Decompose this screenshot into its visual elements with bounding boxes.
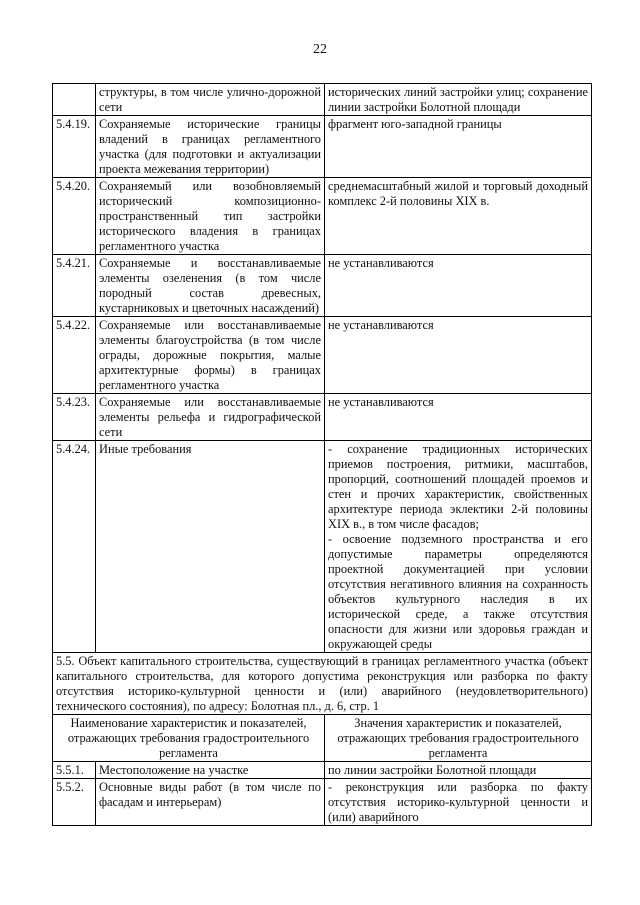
regulation-table	[52, 83, 592, 826]
row-number: 5.5.1.	[53, 762, 96, 779]
row-number: 5.5.2.	[53, 779, 96, 826]
characteristic-value: фрагмент юго-западной границы	[325, 116, 592, 178]
table-row	[53, 255, 592, 317]
characteristic-value: не устанавливаются	[325, 394, 592, 441]
characteristic-name: Сохраняемые или восстанавливаемые элементы благоустройства (в том числе ограды, дорожные покрытия, малые архитектурные формы) в границах регламентного участка	[96, 317, 325, 394]
characteristic-name: Сохраняемые исторические границы владений в границах регламентного участка (для подготовки и актуализации проекта межевания территории)	[96, 116, 325, 178]
row-number: 5.4.20.	[53, 178, 96, 255]
characteristic-name: Основные виды работ (в том числе по фасадам и интерьерам)	[96, 779, 325, 826]
header-right: Значения характеристик и показателей, отражающих требования градостроительного регламента	[325, 715, 592, 762]
table-row	[53, 779, 592, 826]
requirement-item: - освоение подземного пространства и его допустимые параметры определяются проектной документацией при условии отсутствия негативного влияния на сохранность объектов культурного наследия в их исторической среде, а также отсутствия опасности для жизни или здоровья граждан и окружающей среды	[328, 532, 588, 651]
table-row	[53, 84, 592, 116]
row-number: 5.4.21.	[53, 255, 96, 317]
characteristic-value	[325, 441, 592, 653]
characteristic-name: Иные требования	[96, 441, 325, 653]
table-row	[53, 762, 592, 779]
characteristic-name: структуры, в том числе улично-дорожной сети	[96, 84, 325, 116]
row-number: 5.4.19.	[53, 116, 96, 178]
row-number: 5.4.23.	[53, 394, 96, 441]
table-row	[53, 317, 592, 394]
characteristic-value: по линии застройки Болотной площади	[325, 762, 592, 779]
section-heading-row	[53, 653, 592, 715]
characteristic-name: Сохраняемые и восстанавливаемые элементы озеленения (в том числе породный состав древесных, кустарниковых и цветочных насаждений)	[96, 255, 325, 317]
characteristic-name: Сохраняемые или восстанавливаемые элементы рельефа и гидрографической сети	[96, 394, 325, 441]
table-row	[53, 441, 592, 653]
row-number	[53, 84, 96, 116]
characteristic-value: среднемасштабный жилой и торговый доходный комплекс 2-й половины XIX в.	[325, 178, 592, 255]
characteristic-value: не устанавливаются	[325, 255, 592, 317]
characteristic-value: исторических линий застройки улиц; сохранение линии застройки Болотной площади	[325, 84, 592, 116]
header-left: Наименование характеристик и показателей, отражающих требования градостроительного регламента	[53, 715, 325, 762]
table-header-row	[53, 715, 592, 762]
characteristic-name: Сохраняемый или возобновляемый исторический композиционно-пространственный тип застройки исторического владения в границах регламентного участка	[96, 178, 325, 255]
table-row	[53, 394, 592, 441]
characteristic-value: не устанавливаются	[325, 317, 592, 394]
characteristic-value: - реконструкция или разборка по факту отсутствия историко-культурной ценности и (или) аварийного	[325, 779, 592, 826]
row-number: 5.4.22.	[53, 317, 96, 394]
table-row	[53, 178, 592, 255]
section-5-5-text: 5.5. Объект капитального строительства, существующий в границах регламентного участка (объект капитального строительства, для которого допустима реконструкция или разборка по факту отсутствия историко-культурной ценности и (или) аварийного (неудовлетворительного) технического состояния), по адресу: Болотная пл., д. 6, стр. 1	[53, 653, 592, 715]
table-row	[53, 116, 592, 178]
requirement-item: - сохранение традиционных исторических приемов построения, ритмики, масштабов, пропорций, соотношений площадей проемов и стен и прочих характеристик, свойственных архитектуре периода эклектики 2-й половины XIX в., в том числе фасадов;	[328, 442, 588, 531]
row-number: 5.4.24.	[53, 441, 96, 653]
page-number: 22	[313, 42, 327, 57]
characteristic-name: Местоположение на участке	[96, 762, 325, 779]
